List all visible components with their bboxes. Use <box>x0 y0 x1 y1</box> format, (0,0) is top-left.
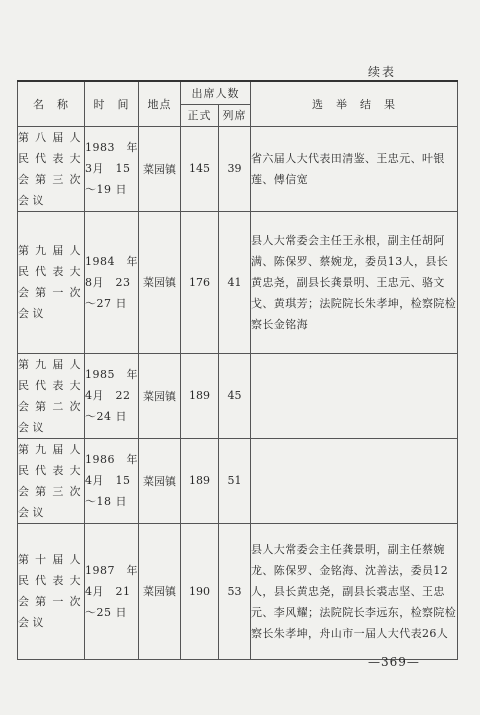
table-row <box>18 126 458 211</box>
header-nonvoting: 列席 <box>219 104 251 126</box>
election-table <box>17 80 458 660</box>
header-formal: 正式 <box>181 104 219 126</box>
meeting-time: 1983 年 3月 15 ～19 日 <box>85 126 139 211</box>
formal-count: 190 <box>181 523 219 659</box>
meeting-location: 菜园镇 <box>139 353 181 438</box>
election-results: 省六届人大代表田清鉴、王忠元、叶银莲、傅信宽 <box>251 126 458 211</box>
table-row <box>18 353 458 438</box>
continuation-label: 续表 <box>368 65 397 79</box>
nonvoting-count: 39 <box>219 126 251 211</box>
nonvoting-count: 45 <box>219 353 251 438</box>
election-results: 县人大常委会主任王永根，副主任胡阿满、陈保罗、蔡婉龙，委员13人，县长黄忠尧，副县长龚景明、王忠元、骆文戈、黄琪芳；法院院长朱孝坤，检察院检察长金铭海 <box>251 211 458 353</box>
page-number: —369— <box>368 655 420 669</box>
meeting-time: 1986 年 4月 15 ～18 日 <box>85 438 139 523</box>
meeting-location: 菜园镇 <box>139 211 181 353</box>
header-name: 名 称 <box>18 81 85 126</box>
meeting-location: 菜园镇 <box>139 126 181 211</box>
meeting-name: 第十届人民代表大会第一次会议 <box>18 523 85 659</box>
header-time: 时 间 <box>85 81 139 126</box>
nonvoting-count: 51 <box>219 438 251 523</box>
formal-count: 176 <box>181 211 219 353</box>
meeting-time: 1984 年 8月 23 ～27 日 <box>85 211 139 353</box>
meeting-location: 菜园镇 <box>139 523 181 659</box>
header-location: 地点 <box>139 81 181 126</box>
formal-count: 189 <box>181 353 219 438</box>
table-row <box>18 211 458 353</box>
meeting-location: 菜园镇 <box>139 438 181 523</box>
meeting-name: 第九届人民代表大会第二次会议 <box>18 353 85 438</box>
header-attendance: 出席人数 <box>181 81 251 104</box>
formal-count: 145 <box>181 126 219 211</box>
meeting-name: 第九届人民代表大会第一次会议 <box>18 211 85 353</box>
election-results <box>251 438 458 523</box>
meeting-name: 第九届人民代表大会第三次会议 <box>18 438 85 523</box>
election-results <box>251 353 458 438</box>
formal-count: 189 <box>181 438 219 523</box>
header-results: 选 举 结 果 <box>251 81 458 126</box>
nonvoting-count: 53 <box>219 523 251 659</box>
nonvoting-count: 41 <box>219 211 251 353</box>
table-row <box>18 438 458 523</box>
table-row <box>18 523 458 659</box>
meeting-time: 1987 年 4月 21 ～25 日 <box>85 523 139 659</box>
election-results: 县人大常委会主任龚景明，副主任蔡婉龙、陈保罗、金铭海、沈善法，委员12人，县长黄忠尧，副县长裘志坚、王忠元、李风耀；法院院长李远东，检察院检察长朱孝坤，舟山市一届人大代表26人 <box>251 523 458 659</box>
meeting-time: 1985 年 4月 22 ～24 日 <box>85 353 139 438</box>
meeting-name: 第八届人民代表大会第三次会议 <box>18 126 85 211</box>
